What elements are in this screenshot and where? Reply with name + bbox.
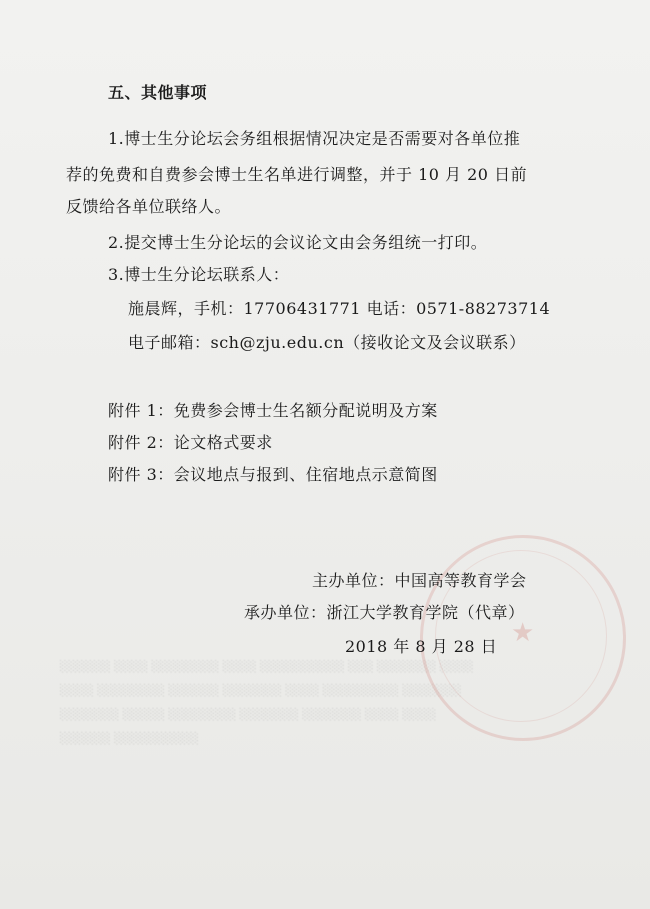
host-unit: 主办单位：中国高等教育学会 xyxy=(312,571,527,590)
item1-line3: 反馈给各单位联络人。 xyxy=(66,197,232,216)
item3-text: 3.博士生分论坛联系人： xyxy=(108,265,290,284)
section-heading: 五、其他事项 xyxy=(108,83,208,102)
attachment-3: 附件 3：会议地点与报到、住宿地点示意简图 xyxy=(108,465,438,484)
attachment-1: 附件 1：免费参会博士生名额分配说明及方案 xyxy=(108,401,438,420)
document-date: 2018 年 8 月 28 日 xyxy=(345,637,498,656)
organizer-unit: 承办单位：浙江大学教育学院（代章） xyxy=(244,603,525,622)
item1-line1: 1.博士生分论坛会务组根据情况决定是否需要对各单位推 xyxy=(108,129,521,148)
seal-star-icon: ★ xyxy=(511,618,535,648)
contact-phone-line: 施晨辉，手机：17706431771 电话：0571-88273714 xyxy=(128,299,551,318)
item2-text: 2.提交博士生分论坛的会议论文由会务组统一打印。 xyxy=(108,233,488,252)
contact-email-line: 电子邮箱：sch@zju.edu.cn（接收论文及会议联系） xyxy=(128,333,526,352)
attachment-2: 附件 2：论文格式要求 xyxy=(108,433,273,452)
item1-line2: 荐的免费和自费参会博士生名单进行调整，并于 10 月 20 日前 xyxy=(66,165,528,184)
bleed-through-text: ░░░░░░ ░░░░ ░░░░░░░░ ░░░░ ░░░░░░░░░░ ░░░ ░░░░░░░ ░░░░ ░░░░ ░░░░░░░░ ░░░░░░ ░░░░░░░ ░░░░ ░░░░░░░░░ ░░░░░░░ ░░░░░░░ ░░░░░ ░░░░░░░░ ░░░░░░░ ░░░░░░░ ░░░░ ░░░░ ░░░░░░ ░░░░░░░░░░ xyxy=(60,660,474,745)
